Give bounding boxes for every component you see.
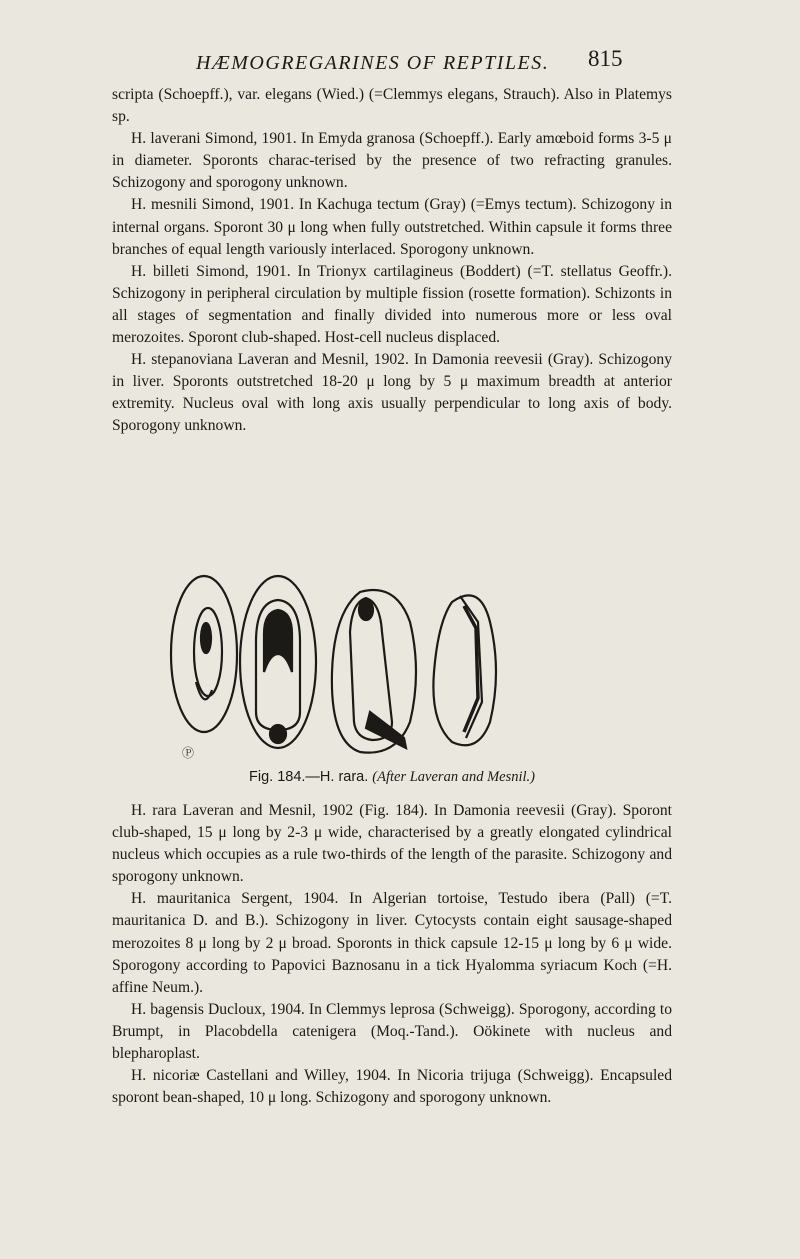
figure-caption [112,769,672,786]
paragraph: H. nicoriæ Castellani and Willey, 1904. In Nicoria trijuga (Schweigg). Encapsuled sporont bean-shaped, 10 μ long. Schizogony and sporogony unknown. [112,1067,672,1107]
parasite-cell-3 [332,590,416,753]
parasite-cell-2 [240,576,316,748]
parasite-cell-1 [171,576,237,732]
parasite-cell-4 [433,595,496,745]
paragraph: H. mesnili Simond, 1901. In Kachuga tectum (Gray) (=Emys tectum). Schizogony in internal organs. Sporont 30 μ long when fully outstretched. Within capsule it forms three branches of equal length variously interlaced. Sporogony unknown. [112,196,672,258]
paragraph: H. mauritanica Sergent, 1904. In Algerian tortoise, Testudo ibera (Pall) (=T. mauritanica D. and B.). Schizogony in liver. Cytocysts contain eight sausage-shaped merozoites 8 μ long by 2 μ broad. Sporonts in thick capsule 12-15 μ long by 6 μ wide. Sporogony according to Papovici Baznosanu in a tick Hyalomma syriacum Koch (=H. affine Neum.). [112,890,672,996]
page-number: 815 [588,46,623,71]
running-title: HÆMOGREGARINES OF REPTILES. [196,52,550,74]
figure-184 [160,562,610,762]
paragraph: H. rara Laveran and Mesnil, 1902 (Fig. 184). In Damonia reevesii (Gray). Sporont club-shaped, 15 μ long by 2-3 μ wide, characterised by a greatly elongated cylindrical nucleus which occupies as a rule two-thirds of the length of the parasite. Schizogony and sporogony unknown. [112,802,672,886]
paragraph: H. billeti Simond, 1901. In Trionyx cartilagineus (Boddert) (=T. stellatus Geoffr.). Schizogony in peripheral circulation by multiple fission (rosette formation). Schizonts in all stages of segmentation and finally divided into numerous more or less oval merozoites. Sporont club-shaped. Host-cell nucleus displaced. [112,262,672,347]
paragraph: H. bagensis Ducloux, 1904. In Clemmys leprosa (Schweigg). Sporogony, according to Brumpt, in Placobdella catenigera (Moq.-Tand.). Oökinete with nucleus and blepharoplast. [112,1000,672,1063]
parasite-illustration [160,562,610,762]
text-block-bottom [112,800,672,1109]
paragraph: H. stepanoviana Laveran and Mesnil, 1902. In Damonia reevesii (Gray). Schizogony in liver. Sporonts outstretched 18-20 μ long by 5 μ maximum breadth at anterior extremity. Nucleus oval with long axis usually perpendicular to long axis of body. Sporogony unknown. [112,351,672,435]
caption-label: Fig. 184.—H. rara. [249,769,369,785]
paragraph: H. laverani Simond, 1901. In Emyda granosa (Schoepff.). Early amœboid forms 3-5 μ in diameter. Sporonts charac-terised by the presence of two refracting granules. Schizogony and sporogony unknown. [112,130,672,192]
publisher-mark: Ⓟ [182,746,195,760]
text-block-top [112,84,672,438]
paragraph: scripta (Schoepff.), var. elegans (Wied.) (=Clemmys elegans, Strauch). Also in Platemys sp. [112,86,672,126]
caption-credit: (After Laveran and Mesnil.) [372,769,535,785]
